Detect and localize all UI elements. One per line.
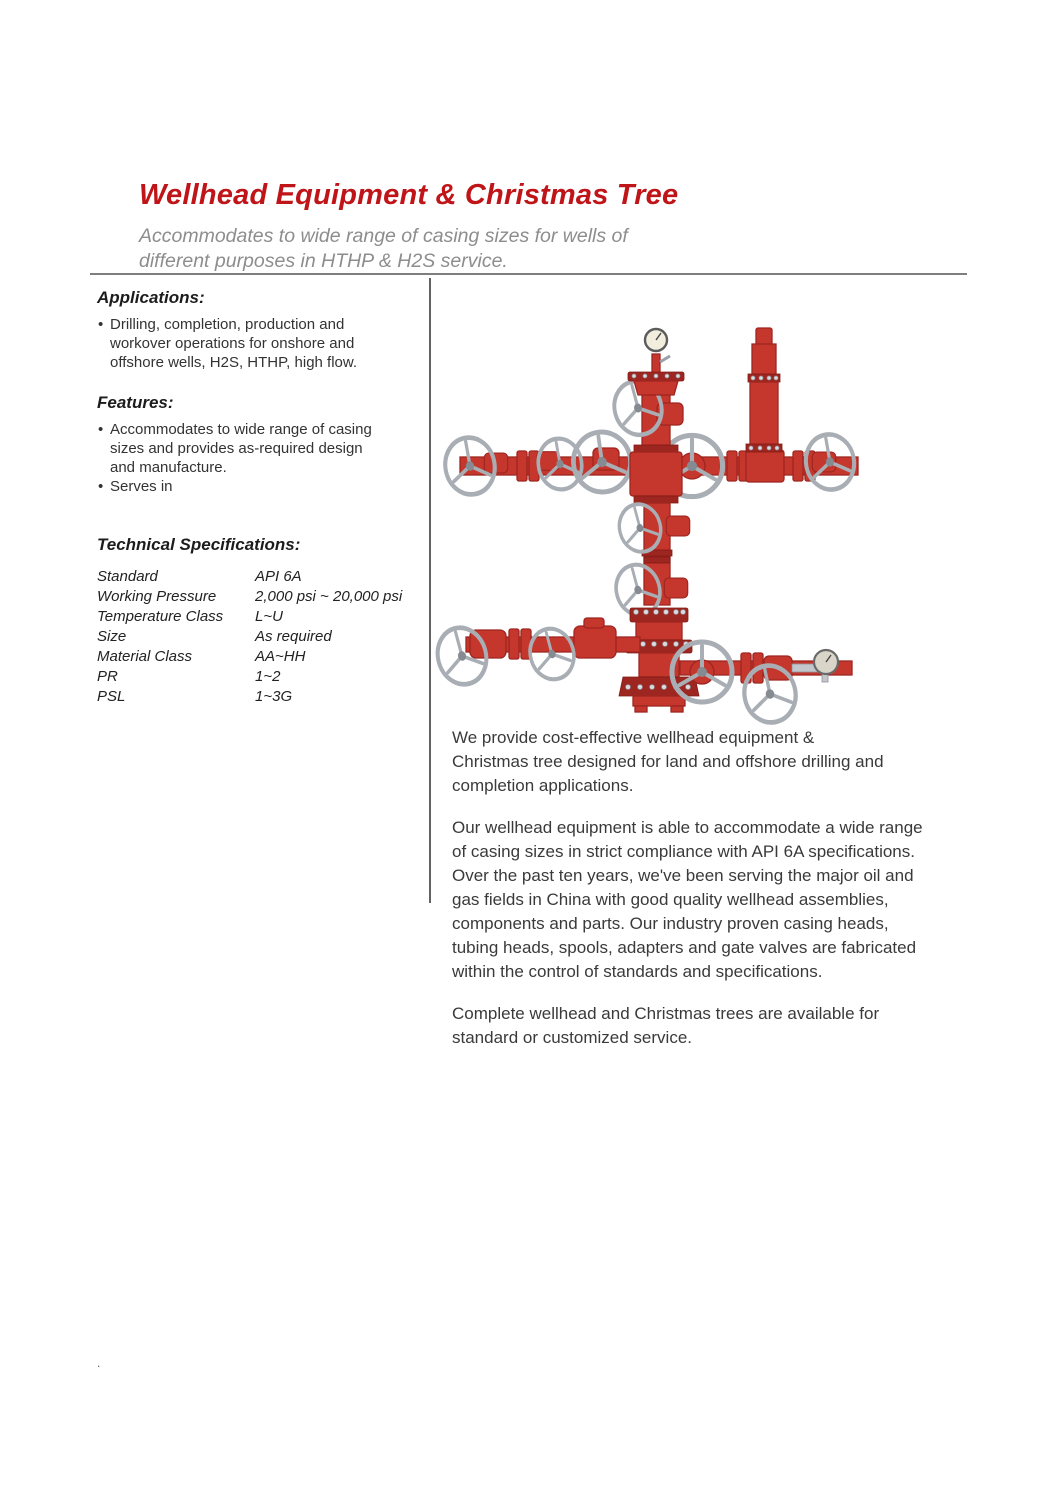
spec-value: AA~HH xyxy=(255,648,306,665)
spec-row xyxy=(97,567,417,587)
spec-row xyxy=(97,687,417,707)
features-section xyxy=(97,393,417,496)
paragraph-line: We provide cost-effective wellhead equipment & xyxy=(452,728,815,747)
left-column xyxy=(97,288,417,707)
spec-value: 2,000 psi ~ 20,000 psi xyxy=(255,588,403,605)
body-text xyxy=(452,726,980,1068)
bullet-line: • Drilling, completion, production and xyxy=(110,316,345,333)
spec-label: Working Pressure xyxy=(97,588,217,605)
body-paragraph xyxy=(452,816,980,984)
spec-value: 1~2 xyxy=(255,668,281,685)
list-item xyxy=(97,420,417,477)
bullet-line: • Accommodates to wide range of casing xyxy=(110,421,372,438)
spec-value: 1~3G xyxy=(255,688,293,705)
wellhead-christmas-tree-image xyxy=(430,300,990,730)
spec-label: Standard xyxy=(97,568,158,585)
page-subtitle xyxy=(139,224,628,274)
body-paragraph xyxy=(452,726,980,798)
technical-specifications-section xyxy=(97,535,417,707)
spec-label: Temperature Class xyxy=(97,608,224,625)
bullet-line: offshore wells, H2S, HTHP, high flow. xyxy=(110,354,358,371)
applications-section xyxy=(97,288,417,372)
spec-value: L~U xyxy=(255,608,283,625)
spec-label: Size xyxy=(97,628,127,645)
subtitle-line: Accommodates to wide range of casing sizes for wells of xyxy=(139,225,628,247)
bullet-line: workover operations for onshore and xyxy=(110,335,355,352)
master-valve-stack xyxy=(608,376,689,620)
applications-heading: Applications: xyxy=(97,288,205,307)
paragraph-line: components and parts. Our industry proven casing heads, xyxy=(452,914,889,933)
paragraph-line: Christmas tree designed for land and offshore drilling and xyxy=(452,752,884,771)
page-title: Wellhead Equipment & Christmas Tree xyxy=(139,179,679,211)
bottom-right-outlet xyxy=(672,642,852,727)
subtitle-line: different purposes in HTHP & H2S service. xyxy=(139,250,508,272)
spec-row xyxy=(97,587,417,607)
paragraph-line: gas fields in China with good quality wellhead assemblies, xyxy=(452,890,889,909)
spec-value: API 6A xyxy=(255,568,302,585)
specs-heading: Technical Specifications: xyxy=(97,535,301,554)
spec-label: Material Class xyxy=(97,648,193,665)
paragraph-line: standard or customized service. xyxy=(452,1028,692,1047)
bullet-line: sizes and provides as-required design xyxy=(110,440,363,457)
spec-row xyxy=(97,647,417,667)
paragraph-line: Over the past ten years, we've been serving the major oil and xyxy=(452,866,914,885)
bullet-line: and manufacture. xyxy=(110,459,227,476)
footer-mark: . xyxy=(97,1356,101,1370)
features-heading: Features: xyxy=(97,393,174,412)
paragraph-line: Complete wellhead and Christmas trees are available for xyxy=(452,1004,880,1023)
left-wing-valves xyxy=(441,428,635,498)
paragraph-line: Our wellhead equipment is able to accommodate a wide range xyxy=(452,818,923,837)
spec-value: As required xyxy=(255,628,332,645)
spec-label: PR xyxy=(97,668,118,685)
paragraph-line: of casing sizes in strict compliance with API 6A specifications. xyxy=(452,842,915,861)
list-item xyxy=(97,477,417,496)
paragraph-line: completion applications. xyxy=(452,776,634,795)
outlet-pressure-gauge-icon xyxy=(792,650,838,682)
spec-label: PSL xyxy=(97,688,126,705)
bottom-left-outlet xyxy=(431,618,640,690)
bullet-line: • Serves in xyxy=(110,478,173,495)
spec-row xyxy=(97,667,417,687)
list-item xyxy=(97,315,417,372)
relief-valve-column xyxy=(746,328,784,482)
header-divider xyxy=(90,273,967,275)
spec-row xyxy=(97,627,417,647)
spec-row xyxy=(97,607,417,627)
paragraph-line: tubing heads, spools, adapters and gate valves are fabricated xyxy=(452,938,917,957)
paragraph-line: within the control of standards and specifications. xyxy=(452,962,823,981)
body-paragraph xyxy=(452,1002,980,1050)
top-pressure-gauge-icon xyxy=(628,329,684,395)
